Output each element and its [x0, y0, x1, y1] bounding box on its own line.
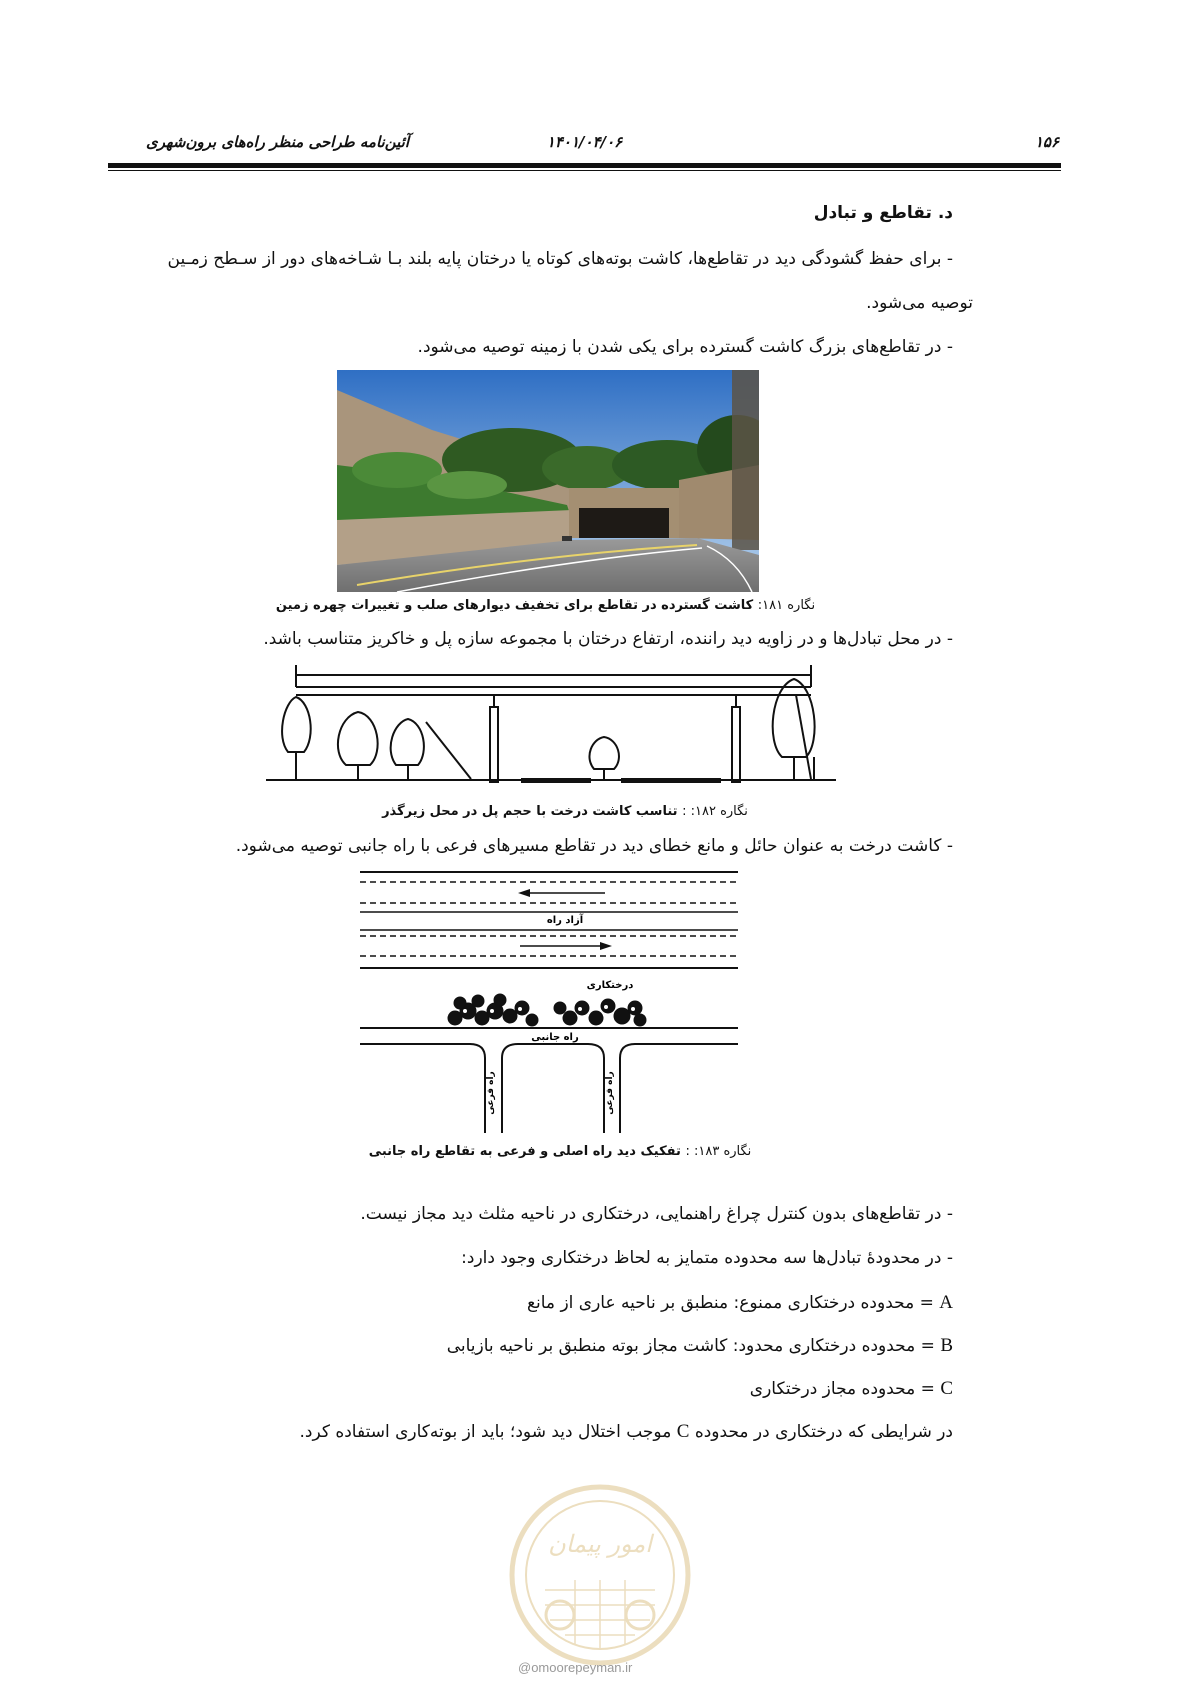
side-road-label: راه جانبی: [531, 1032, 579, 1043]
zone-a-item: [527, 1292, 953, 1314]
zone-b-letter: B: [940, 1335, 953, 1356]
figure-181-title: کاشت گسترده در تقاطع برای تخفیف دیوارهای صلب و تغییرات چهره زمین: [275, 598, 754, 613]
paragraph-7-letter: C: [676, 1421, 690, 1442]
paragraph-7-part-2: موجب اختلال دید شود؛ باید از بوته‌کاری استفاده کرد.: [299, 1422, 672, 1442]
figure-182-title: تناسب کاشت درخت با حجم پل در محل زیرگذر: [382, 804, 678, 819]
zone-b-text: = محدوده درختکاری محدود: کاشت مجاز بوته منطبق بر ناحیه بازیابی: [446, 1336, 935, 1356]
watermark-logo-text: امور پیمان: [548, 1530, 652, 1558]
figure-183-caption: [345, 1144, 775, 1159]
zone-a-text: = محدوده درختکاری ممنوع: منطبق بر ناحیه عاری از مانع: [526, 1293, 934, 1313]
figure-183-title: تفکیک دید راه اصلی و فرعی به تقاطع راه جانبی: [368, 1144, 681, 1159]
paragraph-5: - در تقاطع‌های بدون کنترل چراغ راهنمایی، درختکاری در ناحیه مثلث دید مجاز نیست.: [360, 1204, 953, 1224]
zone-a-letter: A: [939, 1292, 953, 1313]
zone-c-letter: C: [940, 1378, 953, 1399]
paragraph-7-part-1: در شرایطی که درختکاری در محدوده: [694, 1422, 953, 1442]
header-rule-thin: [108, 170, 1061, 171]
figure-181-caption: [273, 598, 818, 613]
paragraph-4: - کاشت درخت به عنوان حائل و مانع خطای دید در تقاطع مسیرهای فرعی با راه جانبی توصیه می‌شود.: [235, 836, 953, 856]
paragraph-1-line-1: - برای حفظ گشودگی دید در تقاطع‌ها، کاشت بوته‌های کوتاه یا درختان پایه بلند بـا شـاخه‌های دور از سـطح زمـین: [167, 249, 953, 269]
page-header: [108, 128, 1061, 160]
paragraph-1-line-2: توصیه می‌شود.: [866, 293, 973, 313]
zone-c-text: = محدوده مجاز درختکاری: [749, 1379, 935, 1399]
header-date: ۱۴۰۱/۰۴/۰۶: [546, 133, 623, 151]
paragraph-2: - در تقاطع‌های بزرگ کاشت گسترده برای یکی شدن با زمینه توصیه می‌شود.: [417, 337, 953, 357]
zone-b-item: [447, 1335, 953, 1357]
figure-182-label: نگاره ۱۸۲: :: [682, 804, 748, 819]
paragraph-3: - در محل تبادل‌ها و در زاویه دید راننده، ارتفاع درختان با مجموعه سازه پل و خاکریز متناسب باشد.: [263, 629, 953, 649]
planting-label: درختکاری: [586, 980, 634, 991]
page-number: ۱۵۶: [1034, 133, 1059, 151]
paragraph-6: - در محدودهٔ تبادل‌ها سه محدوده متمایز به لحاظ درختکاری وجود دارد:: [461, 1248, 953, 1268]
zone-c-item: [750, 1378, 953, 1400]
branch-road-left-label: راه فرعی: [486, 1071, 496, 1115]
header-title: آئین‌نامه طراحی منظر راه‌های برون‌شهری: [146, 133, 409, 151]
figure-181-photo: [337, 370, 759, 592]
section-heading: د. تقاطع و تبادل: [813, 203, 953, 223]
watermark-url: @omoorepeyman.ir: [518, 1660, 633, 1675]
figure-183-diagram: [360, 868, 738, 1138]
paragraph-7: [299, 1421, 953, 1443]
watermark-logo: [505, 1480, 695, 1670]
figure-181-label: نگاره ۱۸۱:: [757, 598, 816, 613]
branch-road-right-label: راه فرعی: [605, 1071, 615, 1115]
freeway-label: آزاد راه: [546, 915, 584, 926]
header-rule-thick: [108, 163, 1061, 168]
figure-182-drawing: [266, 657, 836, 792]
figure-183-label: نگاره ۱۸۳: :: [685, 1144, 752, 1159]
figure-182-caption: [355, 804, 775, 819]
